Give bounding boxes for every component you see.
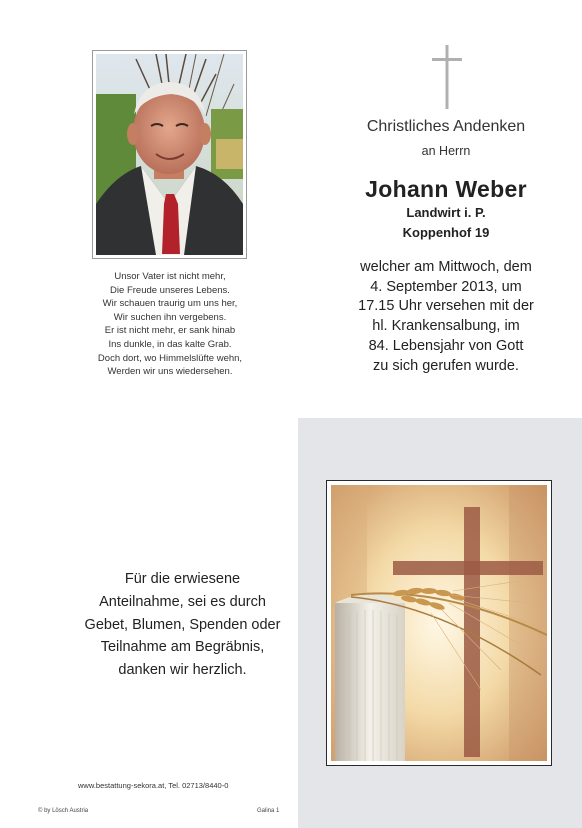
thanks-line: Gebet, Blumen, Spenden oder	[84, 616, 281, 633]
thanks-line: Anteilnahme, sei es durch	[99, 593, 266, 610]
deceased-name: Johann Weber	[365, 176, 527, 202]
poem-line: Wir suchen ihn vergebens.	[113, 311, 227, 323]
cross-bible-wheat-icon	[331, 485, 547, 761]
thanks-line: Teilnahme am Begräbnis,	[100, 639, 265, 656]
portrait-icon	[96, 54, 243, 255]
poem-line: Unsor Vater ist nicht mehr,	[114, 271, 226, 282]
portrait-photo	[92, 50, 247, 259]
funeral-contact: www.bestattung-sekora.at, Tel. 02713/8440-0	[78, 781, 229, 790]
death-notice-line: 17.15 Uhr versehen mit der	[358, 298, 534, 315]
poem-line: Werden wir uns wiedersehen.	[107, 366, 233, 378]
death-notice-line: hl. Krankensalbung, im	[372, 318, 520, 335]
poem-line: Er ist nicht mehr, er sank hinab	[104, 325, 236, 337]
thanks-line: danken wir herzlich.	[118, 662, 247, 679]
poem-line: Die Freude unseres Lebens.	[110, 284, 230, 296]
copyright-note: © by Lösch Austria	[38, 808, 89, 814]
memorial-heading: Christliches Andenken	[366, 118, 526, 135]
death-notice-line: 4. September 2013, um	[370, 278, 522, 295]
poem-line: Doch dort, wo Himmelslüfte wehn,	[97, 352, 243, 364]
death-notice-line: zu sich gerufen wurde.	[373, 357, 519, 374]
design-code: Galina 1	[257, 808, 280, 814]
cross-icon	[432, 45, 462, 109]
thanks-text	[60, 568, 305, 682]
deceased-occupation: Landwirt i. P.	[406, 205, 486, 220]
memorial-image	[326, 480, 552, 766]
poem	[60, 270, 280, 379]
death-notice-line: 84. Lebensjahr von Gott	[368, 337, 524, 354]
poem-line: Wir schauen traurig um uns her,	[102, 298, 238, 310]
death-notice-line: welcher am Mittwoch, dem	[360, 259, 532, 275]
thanks-line: Für die erwiesene	[124, 571, 241, 587]
poem-line: Ins dunkle, in das kalte Grab.	[108, 338, 232, 350]
deceased-address: Koppenhof 19	[402, 225, 490, 240]
memorial-subheading: an Herrn	[421, 144, 471, 158]
death-notice	[330, 258, 562, 376]
